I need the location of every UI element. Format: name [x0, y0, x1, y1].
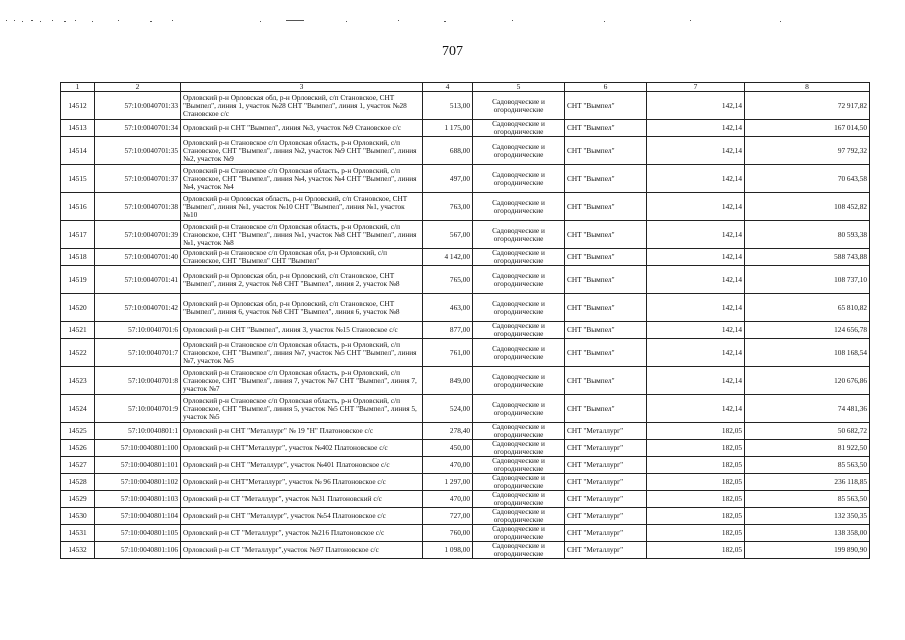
- table-row: [61, 137, 870, 165]
- area: 278,40: [423, 423, 473, 440]
- cadastral-value: 138 358,00: [745, 525, 870, 542]
- land-use: Садоводческие и огороднические: [473, 440, 565, 457]
- cadastral-value: 85 563,50: [745, 457, 870, 474]
- table-row: [61, 339, 870, 367]
- table-row: [61, 322, 870, 339]
- address: Орловский р-н СНТ "Вымпел", линия №3, участок №9 Становское с/с: [181, 120, 423, 137]
- area: 1 175,00: [423, 120, 473, 137]
- cadastral-value: 167 014,50: [745, 120, 870, 137]
- rate: 142,14: [647, 221, 745, 249]
- rate: 142,14: [647, 137, 745, 165]
- address: Орловский р-н Орловская обл, р-н Орловский, с/п Становское, СНТ "Вымпел", линия 6, участок №8 СНТ "Вымпел", линия 6, участок №8: [181, 294, 423, 322]
- organization: СНТ "Вымпел": [565, 221, 647, 249]
- rate: 142,14: [647, 395, 745, 423]
- cadastral-number: 57:10:0040801:106: [95, 542, 181, 559]
- area: 727,00: [423, 508, 473, 525]
- column-number: 4: [423, 83, 473, 92]
- rate: 182,05: [647, 474, 745, 491]
- land-use: Садоводческие и огороднические: [473, 137, 565, 165]
- cadastral-value: 50 682,72: [745, 423, 870, 440]
- organization: СНТ "Вымпел": [565, 193, 647, 221]
- column-number: 7: [647, 83, 745, 92]
- land-use: Садоводческие и огороднические: [473, 266, 565, 294]
- area: 1 098,00: [423, 542, 473, 559]
- cadastral-number: 57:10:0040801:1: [95, 423, 181, 440]
- address: Орловский р-н СНТ"Металлург", участок № 96 Платоновское с/с: [181, 474, 423, 491]
- area: 1 297,00: [423, 474, 473, 491]
- scan-noise-marks: [0, 0, 905, 30]
- land-use: Садоводческие и огороднические: [473, 120, 565, 137]
- land-use: Садоводческие и огороднические: [473, 508, 565, 525]
- row-number: 14518: [61, 249, 95, 266]
- rate: 142,14: [647, 120, 745, 137]
- cadastral-value: 108 168,54: [745, 339, 870, 367]
- cadastral-value: 132 350,35: [745, 508, 870, 525]
- cadastral-value: 97 792,32: [745, 137, 870, 165]
- cadastral-value: 124 656,78: [745, 322, 870, 339]
- rate: 182,05: [647, 525, 745, 542]
- column-number: 3: [181, 83, 423, 92]
- cadastral-number: 57:10:0040701:38: [95, 193, 181, 221]
- row-number: 14516: [61, 193, 95, 221]
- cadastral-number: 57:10:0040701:35: [95, 137, 181, 165]
- land-use: Садоводческие и огороднические: [473, 165, 565, 193]
- organization: СНТ "Металлург": [565, 474, 647, 491]
- row-number: 14513: [61, 120, 95, 137]
- area: 470,00: [423, 457, 473, 474]
- table-row: [61, 423, 870, 440]
- rate: 182,05: [647, 440, 745, 457]
- organization: СНТ "Металлург": [565, 508, 647, 525]
- land-use: Садоводческие и огороднические: [473, 221, 565, 249]
- table-row: [61, 542, 870, 559]
- row-number: 14529: [61, 491, 95, 508]
- land-registry-table: [60, 82, 870, 559]
- cadastral-value: 120 676,86: [745, 367, 870, 395]
- area: 765,00: [423, 266, 473, 294]
- organization: СНТ "Вымпел": [565, 367, 647, 395]
- column-number: 6: [565, 83, 647, 92]
- cadastral-number: 57:10:0040701:39: [95, 221, 181, 249]
- organization: СНТ "Вымпел": [565, 249, 647, 266]
- table-row: [61, 294, 870, 322]
- cadastral-number: 57:10:0040701:42: [95, 294, 181, 322]
- cadastral-number: 57:10:0040701:9: [95, 395, 181, 423]
- table-row: [61, 367, 870, 395]
- address: Орловский р-н Орловская обл, р-н Орловский, с/п Становское, СНТ "Вымпел", линия 1, участок №28 СНТ "Вымпел", линия 1, участок №28 Становское с/с: [181, 92, 423, 120]
- address: Орловский р-н СНТ "Металлург" № 19 "Н" Платоновское с/с: [181, 423, 423, 440]
- table-row: [61, 395, 870, 423]
- row-number: 14517: [61, 221, 95, 249]
- area: 761,00: [423, 339, 473, 367]
- row-number: 14514: [61, 137, 95, 165]
- rate: 182,05: [647, 542, 745, 559]
- cadastral-value: 74 481,36: [745, 395, 870, 423]
- row-number: 14519: [61, 266, 95, 294]
- row-number: 14530: [61, 508, 95, 525]
- address: Орловский р-н СНТ "Вымпел", линия 3, участок №15 Становское с/с: [181, 322, 423, 339]
- cadastral-number: 57:10:0040801:104: [95, 508, 181, 525]
- cadastral-number: 57:10:0040701:40: [95, 249, 181, 266]
- table-row: [61, 221, 870, 249]
- area: 524,00: [423, 395, 473, 423]
- organization: СНТ "Вымпел": [565, 266, 647, 294]
- land-use: Садоводческие и огороднические: [473, 395, 565, 423]
- land-use: Садоводческие и огороднические: [473, 474, 565, 491]
- address: Орловский р-н Становское с/п Орловская область, р-н Орловский, с/п Становское, СНТ "Вымпел", линия №2, участок №9 СНТ "Вымпел", линия №2, участок №9: [181, 137, 423, 165]
- address: Орловский р-н Становское с/п Орловская область, р-н Орловский, с/п Становское, СНТ "Вымпел", линия №7, участок №5 СНТ "Вымпел", линия №7, участок №5: [181, 339, 423, 367]
- organization: СНТ "Вымпел": [565, 339, 647, 367]
- cadastral-value: 108 452,82: [745, 193, 870, 221]
- area: 567,00: [423, 221, 473, 249]
- rate: 182,05: [647, 423, 745, 440]
- organization: СНТ "Вымпел": [565, 322, 647, 339]
- cadastral-value: 85 563,50: [745, 491, 870, 508]
- land-use: Садоводческие и огороднические: [473, 491, 565, 508]
- rate: 142,14: [647, 92, 745, 120]
- area: 763,00: [423, 193, 473, 221]
- area: 513,00: [423, 92, 473, 120]
- cadastral-number: 57:10:0040701:34: [95, 120, 181, 137]
- rate: 142,14: [647, 249, 745, 266]
- cadastral-value: 70 643,58: [745, 165, 870, 193]
- address: Орловский р-н СНТ "Металлург", участок №54 Платоновское с/с: [181, 508, 423, 525]
- table-row: [61, 457, 870, 474]
- land-use: Садоводческие и огороднические: [473, 249, 565, 266]
- cadastral-number: 57:10:0040801:102: [95, 474, 181, 491]
- row-number: 14521: [61, 322, 95, 339]
- organization: СНТ "Вымпел": [565, 294, 647, 322]
- address: Орловский р-н СТ "Металлург", участок №216 Платоновское с/с: [181, 525, 423, 542]
- address: Орловский р-н Становское с/п Орловская область, р-н Орловский, с/п Становское, СНТ "Вымпел", линия 7, участок №7 СНТ "Вымпел", линия 7, участок №7: [181, 367, 423, 395]
- organization: СНТ "Металлург": [565, 542, 647, 559]
- column-number: 2: [95, 83, 181, 92]
- cadastral-value: 81 922,50: [745, 440, 870, 457]
- address: Орловский р-н Становское с/п Орловская область, р-н Орловский, с/п Становское, СНТ "Вымпел", линия №1, участок №8 СНТ "Вымпел", линия №1, участок №8: [181, 221, 423, 249]
- column-number: 5: [473, 83, 565, 92]
- organization: СНТ "Металлург": [565, 491, 647, 508]
- cadastral-value: 108 737,10: [745, 266, 870, 294]
- cadastral-value: 199 890,90: [745, 542, 870, 559]
- address: Орловский р-н Орловская область, р-н Орловский, с/п Становское, СНТ "Вымпел", линия №1, участок №10 СНТ "Вымпел", линия №1, участок №10: [181, 193, 423, 221]
- cadastral-number: 57:10:0040701:41: [95, 266, 181, 294]
- cadastral-number: 57:10:0040801:100: [95, 440, 181, 457]
- organization: СНТ "Вымпел": [565, 137, 647, 165]
- column-number-row: [61, 83, 870, 92]
- land-use: Садоводческие и огороднические: [473, 525, 565, 542]
- rate: 142,14: [647, 339, 745, 367]
- column-number: 8: [745, 83, 870, 92]
- cadastral-number: 57:10:0040701:7: [95, 339, 181, 367]
- table-row: [61, 440, 870, 457]
- row-number: 14532: [61, 542, 95, 559]
- cadastral-number: 57:10:0040801:103: [95, 491, 181, 508]
- area: 877,00: [423, 322, 473, 339]
- table-row: [61, 193, 870, 221]
- rate: 182,05: [647, 508, 745, 525]
- cadastral-value: 80 593,38: [745, 221, 870, 249]
- organization: СНТ "Металлург": [565, 457, 647, 474]
- rate: 142,14: [647, 367, 745, 395]
- table-row: [61, 120, 870, 137]
- table-row: [61, 165, 870, 193]
- table-row: [61, 92, 870, 120]
- rate: 142,14: [647, 294, 745, 322]
- table-row: [61, 491, 870, 508]
- address: Орловский р-н СНТ "Металлург", участок №401 Платоновское с/с: [181, 457, 423, 474]
- cadastral-value: 65 810,82: [745, 294, 870, 322]
- row-number: 14525: [61, 423, 95, 440]
- organization: СНТ "Вымпел": [565, 92, 647, 120]
- cadastral-number: 57:10:0040701:33: [95, 92, 181, 120]
- area: 760,00: [423, 525, 473, 542]
- page-number: 707: [442, 44, 463, 59]
- table-row: [61, 525, 870, 542]
- cadastral-number: 57:10:0040801:101: [95, 457, 181, 474]
- area: 470,00: [423, 491, 473, 508]
- cadastral-number: 57:10:0040701:37: [95, 165, 181, 193]
- row-number: 14526: [61, 440, 95, 457]
- address: Орловский р-н Становское с/п Орловская обл, р-н Орловский, с/п Становское, СНТ "Вымпел" СНТ "Вымпел": [181, 249, 423, 266]
- land-use: Садоводческие и огороднические: [473, 367, 565, 395]
- land-use: Садоводческие и огороднические: [473, 542, 565, 559]
- land-use: Садоводческие и огороднические: [473, 193, 565, 221]
- cadastral-number: 57:10:0040801:105: [95, 525, 181, 542]
- land-use: Садоводческие и огороднические: [473, 92, 565, 120]
- table-row: [61, 249, 870, 266]
- land-use: Садоводческие и огороднические: [473, 423, 565, 440]
- row-number: 14520: [61, 294, 95, 322]
- address: Орловский р-н СТ "Металлург",участок №97 Платоновское с/с: [181, 542, 423, 559]
- rate: 142,14: [647, 322, 745, 339]
- organization: СНТ "Металлург": [565, 525, 647, 542]
- address: Орловский р-н СТ "Металлург", участок №31 Платоновский с/с: [181, 491, 423, 508]
- row-number: 14531: [61, 525, 95, 542]
- rate: 142,14: [647, 266, 745, 294]
- row-number: 14527: [61, 457, 95, 474]
- row-number: 14515: [61, 165, 95, 193]
- row-number: 14523: [61, 367, 95, 395]
- organization: СНТ "Металлург": [565, 440, 647, 457]
- table-row: [61, 508, 870, 525]
- land-use: Садоводческие и огороднические: [473, 294, 565, 322]
- cadastral-number: 57:10:0040701:6: [95, 322, 181, 339]
- cadastral-number: 57:10:0040701:8: [95, 367, 181, 395]
- row-number: 14524: [61, 395, 95, 423]
- cadastral-value: 588 743,88: [745, 249, 870, 266]
- organization: СНТ "Вымпел": [565, 165, 647, 193]
- table-row: [61, 474, 870, 491]
- address: Орловский р-н Становское с/п Орловская область, р-н Орловский, с/п Становское, СНТ "Вымпел", линия 5, участок №5 СНТ "Вымпел", линия 5, участок №5: [181, 395, 423, 423]
- area: 688,00: [423, 137, 473, 165]
- cadastral-value: 236 118,85: [745, 474, 870, 491]
- land-use: Садоводческие и огороднические: [473, 322, 565, 339]
- row-number: 14512: [61, 92, 95, 120]
- organization: СНТ "Металлург": [565, 423, 647, 440]
- land-use: Садоводческие и огороднические: [473, 339, 565, 367]
- row-number: 14528: [61, 474, 95, 491]
- area: 463,00: [423, 294, 473, 322]
- organization: СНТ "Вымпел": [565, 395, 647, 423]
- rate: 182,05: [647, 457, 745, 474]
- address: Орловский р-н Становское с/п Орловская область, р-н Орловский, с/п Становское, СНТ "Вымпел", линия №4, участок №4 СНТ "Вымпел", линия №4, участок №4: [181, 165, 423, 193]
- area: 4 142,00: [423, 249, 473, 266]
- row-number: 14522: [61, 339, 95, 367]
- rate: 182,05: [647, 491, 745, 508]
- column-number: 1: [61, 83, 95, 92]
- organization: СНТ "Вымпел": [565, 120, 647, 137]
- area: 849,00: [423, 367, 473, 395]
- table-row: [61, 266, 870, 294]
- area: 450,00: [423, 440, 473, 457]
- rate: 142,14: [647, 193, 745, 221]
- land-use: Садоводческие и огороднические: [473, 457, 565, 474]
- area: 497,00: [423, 165, 473, 193]
- address: Орловский р-н Орловская обл, р-н Орловский, с/п Становское, СНТ "Вымпел", линия 2, участок №8 СНТ "Вымпел", линия 2, участок №8: [181, 266, 423, 294]
- cadastral-value: 72 917,82: [745, 92, 870, 120]
- rate: 142,14: [647, 165, 745, 193]
- address: Орловский р-н СНТ"Металлург", участок №402 Платоновское с/с: [181, 440, 423, 457]
